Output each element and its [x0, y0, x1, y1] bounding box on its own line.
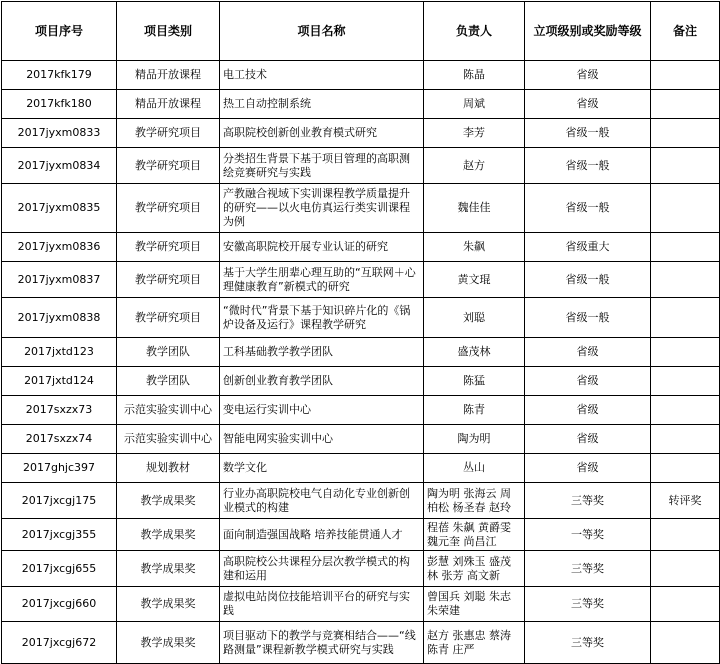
header-leader: 负责人 — [424, 2, 525, 61]
cell-note — [651, 551, 720, 587]
cell-leader: 刘聪 — [424, 298, 525, 338]
cell-name: 高职院校公共课程分层次教学模式的构建和运用 — [220, 551, 424, 587]
cell-name: 分类招生背景下基于项目管理的高职测绘竞赛研究与实践 — [220, 148, 424, 184]
cell-level: 省级 — [525, 425, 651, 454]
table-row — [2, 519, 720, 551]
cell-category: 精品开放课程 — [117, 61, 220, 90]
cell-name: 基于大学生朋辈心理互助的“互联网＋心理健康教育”新模式的研究 — [220, 262, 424, 298]
cell-leader: 盛茂林 — [424, 338, 525, 367]
cell-level: 省级 — [525, 338, 651, 367]
cell-note — [651, 587, 720, 622]
cell-category: 教学成果奖 — [117, 587, 220, 622]
cell-id: 2017jyxm0833 — [2, 119, 117, 148]
cell-name: 热工自动控制系统 — [220, 90, 424, 119]
cell-category: 教学团队 — [117, 367, 220, 396]
table-row — [2, 233, 720, 262]
cell-id: 2017jxcgj655 — [2, 551, 117, 587]
cell-category: 教学成果奖 — [117, 483, 220, 519]
cell-note — [651, 367, 720, 396]
cell-name: 工科基础教学教学团队 — [220, 338, 424, 367]
table-row — [2, 262, 720, 298]
cell-id: 2017jxtd123 — [2, 338, 117, 367]
cell-level: 省级 — [525, 454, 651, 483]
cell-leader: 程蓓 朱飙 黄爵雯 魏元奎 尚昌江 — [424, 519, 525, 551]
cell-category: 精品开放课程 — [117, 90, 220, 119]
cell-category: 教学成果奖 — [117, 622, 220, 664]
cell-leader: 陈晶 — [424, 61, 525, 90]
table-row — [2, 454, 720, 483]
cell-category: 教学研究项目 — [117, 148, 220, 184]
cell-id: 2017sxzx73 — [2, 396, 117, 425]
cell-level: 省级 — [525, 61, 651, 90]
cell-name: 创新创业教育教学团队 — [220, 367, 424, 396]
cell-category: 教学研究项目 — [117, 233, 220, 262]
cell-leader: 陈青 — [424, 396, 525, 425]
cell-leader: 黄文琨 — [424, 262, 525, 298]
cell-category: 教学团队 — [117, 338, 220, 367]
cell-name: “微时代”背景下基于知识碎片化的《锅炉设备及运行》课程教学研究 — [220, 298, 424, 338]
cell-level: 省级 — [525, 396, 651, 425]
cell-category: 教学成果奖 — [117, 551, 220, 587]
cell-leader: 丛山 — [424, 454, 525, 483]
cell-note — [651, 148, 720, 184]
cell-note — [651, 298, 720, 338]
cell-level: 省级重大 — [525, 233, 651, 262]
cell-level: 三等奖 — [525, 551, 651, 587]
cell-level: 省级一般 — [525, 298, 651, 338]
cell-name: 产教融合视域下实训课程教学质量提升的研究——以火电仿真运行类实训课程为例 — [220, 184, 424, 233]
cell-leader: 魏佳佳 — [424, 184, 525, 233]
table-row — [2, 622, 720, 664]
cell-note — [651, 622, 720, 664]
cell-id: 2017jyxm0838 — [2, 298, 117, 338]
table-row — [2, 367, 720, 396]
header-id: 项目序号 — [2, 2, 117, 61]
cell-category: 教学研究项目 — [117, 298, 220, 338]
cell-note — [651, 519, 720, 551]
cell-note — [651, 262, 720, 298]
cell-name: 电工技术 — [220, 61, 424, 90]
cell-leader: 陶为明 张海云 周柏松 杨圣春 赵玲 — [424, 483, 525, 519]
cell-level: 省级一般 — [525, 184, 651, 233]
cell-category: 教学研究项目 — [117, 262, 220, 298]
cell-leader: 朱飙 — [424, 233, 525, 262]
cell-level: 三等奖 — [525, 622, 651, 664]
table-row — [2, 61, 720, 90]
cell-category: 教学研究项目 — [117, 119, 220, 148]
cell-level: 省级 — [525, 367, 651, 396]
cell-level: 省级 — [525, 90, 651, 119]
table-row — [2, 483, 720, 519]
table-row — [2, 119, 720, 148]
header-note: 备注 — [651, 2, 720, 61]
table-row — [2, 298, 720, 338]
table-row — [2, 184, 720, 233]
cell-leader: 赵方 张惠忠 蔡涛 陈青 庄严 — [424, 622, 525, 664]
cell-name: 安徽高职院校开展专业认证的研究 — [220, 233, 424, 262]
cell-level: 省级一般 — [525, 262, 651, 298]
cell-id: 2017jyxm0837 — [2, 262, 117, 298]
table-row — [2, 396, 720, 425]
table-row — [2, 90, 720, 119]
cell-id: 2017jxcgj660 — [2, 587, 117, 622]
cell-id: 2017jxtd124 — [2, 367, 117, 396]
cell-level: 一等奖 — [525, 519, 651, 551]
cell-id: 2017kfk179 — [2, 61, 117, 90]
cell-id: 2017kfk180 — [2, 90, 117, 119]
cell-id: 2017jxcgj175 — [2, 483, 117, 519]
cell-level: 省级一般 — [525, 148, 651, 184]
cell-id: 2017jyxm0834 — [2, 148, 117, 184]
table-row — [2, 587, 720, 622]
cell-note: 转评奖 — [651, 483, 720, 519]
cell-leader: 陈猛 — [424, 367, 525, 396]
header-row — [2, 2, 720, 61]
cell-name: 智能电网实验实训中心 — [220, 425, 424, 454]
cell-category: 教学成果奖 — [117, 519, 220, 551]
table-row — [2, 148, 720, 184]
cell-note — [651, 454, 720, 483]
cell-category: 示范实验实训中心 — [117, 396, 220, 425]
table-row — [2, 425, 720, 454]
cell-leader: 彭慧 刘殊玉 盛茂林 张芳 高文新 — [424, 551, 525, 587]
cell-leader: 周斌 — [424, 90, 525, 119]
header-level: 立项级别或奖励等级 — [525, 2, 651, 61]
table-row — [2, 551, 720, 587]
header-category: 项目类别 — [117, 2, 220, 61]
cell-level: 省级一般 — [525, 119, 651, 148]
cell-leader: 曾国兵 刘聪 朱志 朱荣建 — [424, 587, 525, 622]
cell-id: 2017jyxm0835 — [2, 184, 117, 233]
cell-leader: 陶为明 — [424, 425, 525, 454]
cell-name: 面向制造强国战略 培养技能贯通人才 — [220, 519, 424, 551]
cell-name: 项目驱动下的教学与竞赛相结合——“线路测量”课程新教学模式研究与实践 — [220, 622, 424, 664]
cell-level: 三等奖 — [525, 483, 651, 519]
table-row — [2, 338, 720, 367]
cell-note — [651, 61, 720, 90]
cell-name: 数学文化 — [220, 454, 424, 483]
cell-level: 三等奖 — [525, 587, 651, 622]
cell-name: 变电运行实训中心 — [220, 396, 424, 425]
cell-id: 2017jyxm0836 — [2, 233, 117, 262]
cell-category: 示范实验实训中心 — [117, 425, 220, 454]
cell-leader: 赵方 — [424, 148, 525, 184]
cell-note — [651, 338, 720, 367]
cell-name: 高职院校创新创业教育模式研究 — [220, 119, 424, 148]
cell-leader: 李芳 — [424, 119, 525, 148]
cell-category: 教学研究项目 — [117, 184, 220, 233]
cell-id: 2017jxcgj355 — [2, 519, 117, 551]
cell-note — [651, 425, 720, 454]
cell-id: 2017ghjc397 — [2, 454, 117, 483]
cell-name: 行业办高职院校电气自动化专业创新创业模式的构建 — [220, 483, 424, 519]
cell-note — [651, 184, 720, 233]
cell-category: 规划教材 — [117, 454, 220, 483]
cell-name: 虚拟电站岗位技能培训平台的研究与实践 — [220, 587, 424, 622]
cell-note — [651, 396, 720, 425]
cell-note — [651, 233, 720, 262]
cell-note — [651, 90, 720, 119]
cell-id: 2017jxcgj672 — [2, 622, 117, 664]
project-table — [1, 1, 720, 664]
header-name: 项目名称 — [220, 2, 424, 61]
cell-id: 2017sxzx74 — [2, 425, 117, 454]
cell-note — [651, 119, 720, 148]
